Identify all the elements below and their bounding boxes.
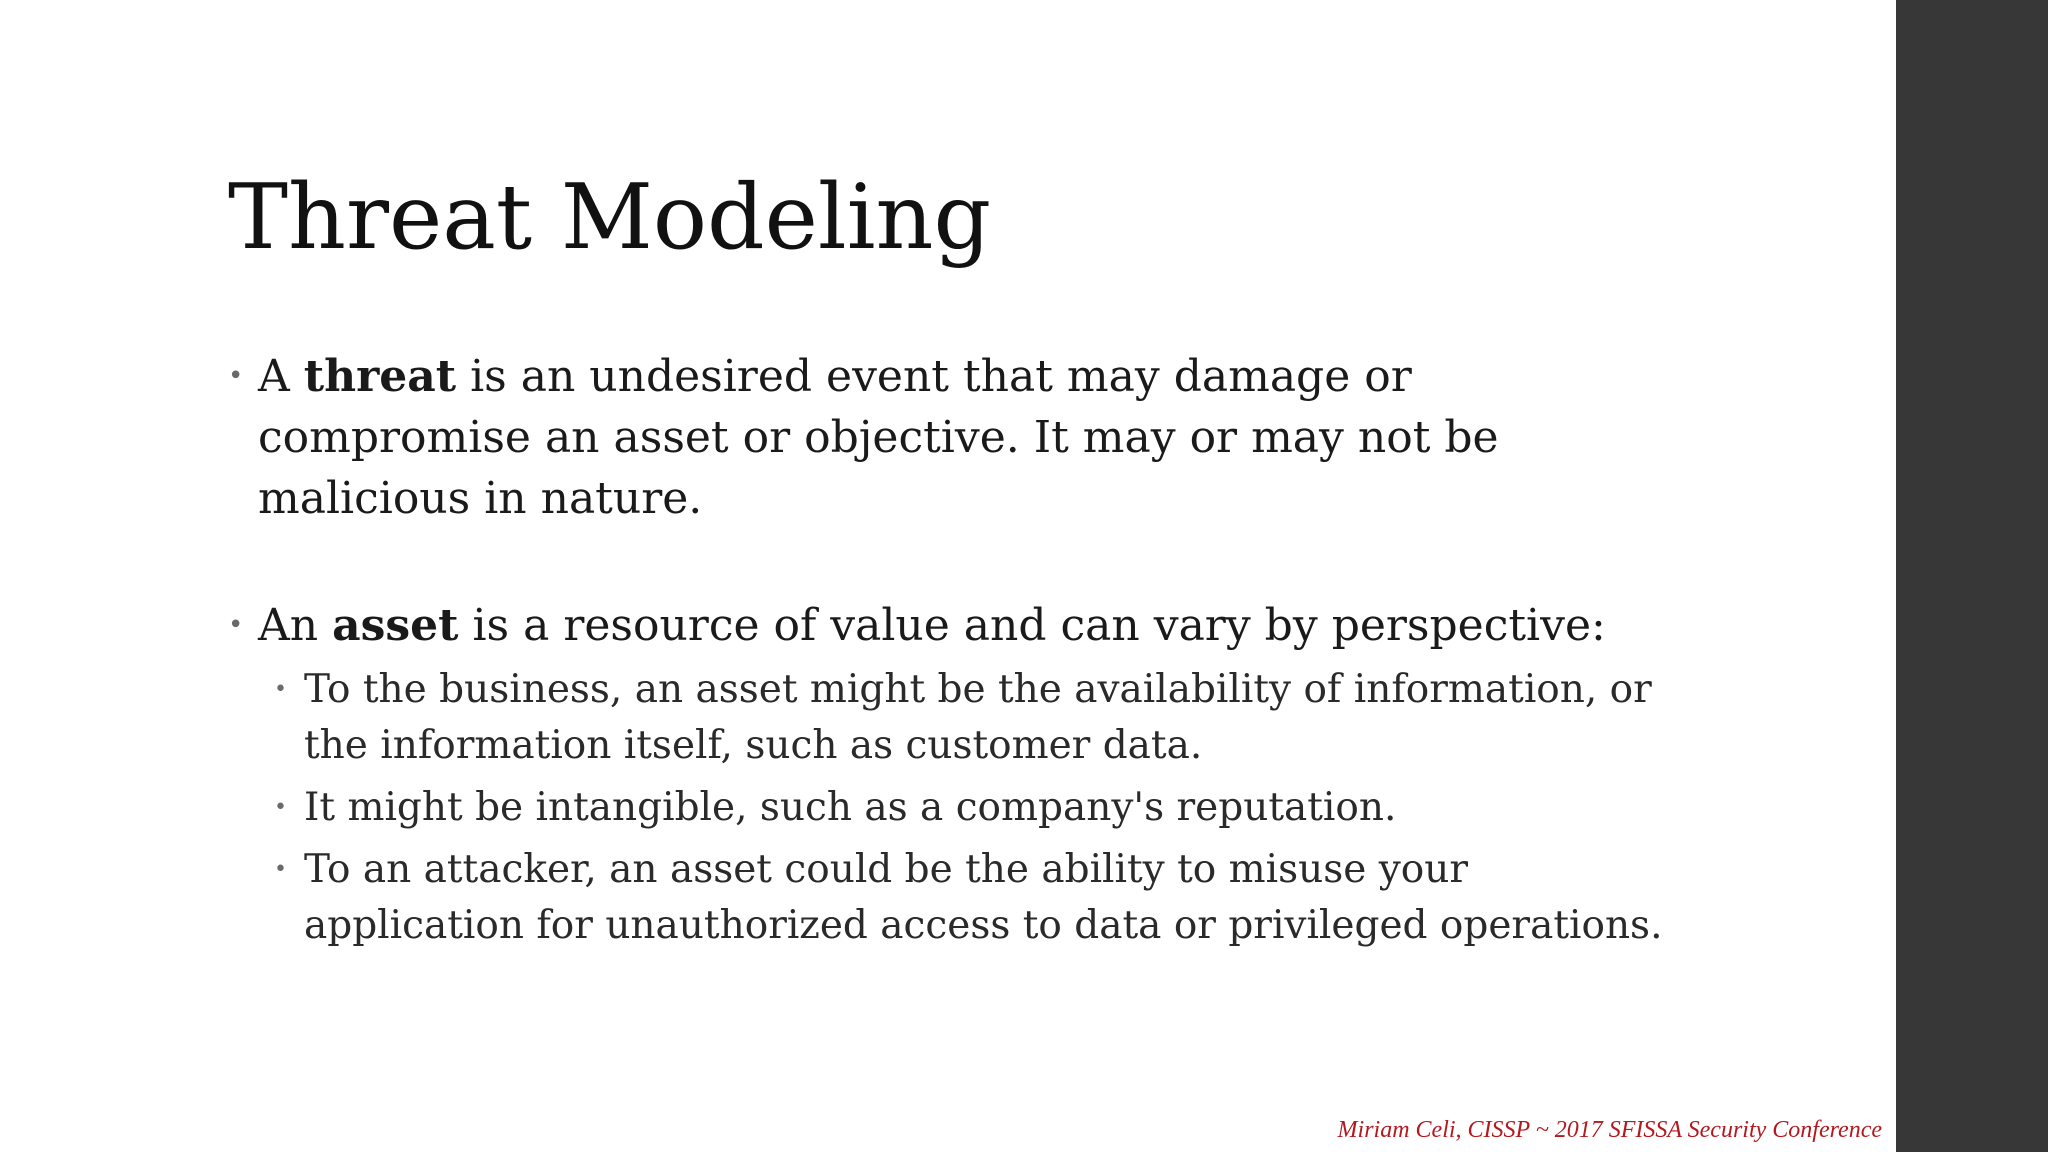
- sub-bullet-intangible: [274, 780, 1688, 836]
- bullet-dot-icon: •: [274, 677, 287, 702]
- bullet-asset: [228, 595, 1688, 954]
- bullet-dot-icon: •: [274, 857, 287, 882]
- sub-bullet-text: To an attacker, an asset could be the ability to misuse your application for unauthorized access to data or privileged operations.: [304, 847, 1663, 948]
- sub-bullet-text: It might be intangible, such as a company's reputation.: [304, 785, 1397, 830]
- bullet-dot-icon: •: [274, 795, 287, 820]
- slide-body: [228, 346, 1688, 954]
- bullet-text-after: is an undesired event that may damage or compromise an asset or objective. It may or may not be malicious in nature.: [258, 351, 1499, 524]
- sub-bullet-list: [258, 662, 1688, 954]
- sub-bullet-text: To the business, an asset might be the availability of information, or the information itself, such as customer data.: [304, 667, 1652, 768]
- sub-bullet-business: [274, 662, 1688, 774]
- bullet-list: [228, 346, 1688, 954]
- bullet-text-before: An: [258, 600, 333, 651]
- footer-credit: Miriam Celi, CISSP ~ 2017 SFISSA Security Conference: [1337, 1117, 1882, 1143]
- term-asset: asset: [332, 600, 459, 651]
- side-bar: [1896, 0, 2048, 1152]
- bullet-threat: [228, 346, 1688, 529]
- sub-bullet-attacker: [274, 842, 1688, 954]
- bullet-dot-icon: •: [228, 361, 244, 391]
- slide-title: Threat Modeling: [228, 165, 992, 270]
- bullet-dot-icon: •: [228, 610, 244, 640]
- bullet-text-after: is a resource of value and can vary by perspective:: [458, 600, 1606, 651]
- bullet-text-before: A: [258, 351, 304, 402]
- term-threat: threat: [303, 351, 457, 402]
